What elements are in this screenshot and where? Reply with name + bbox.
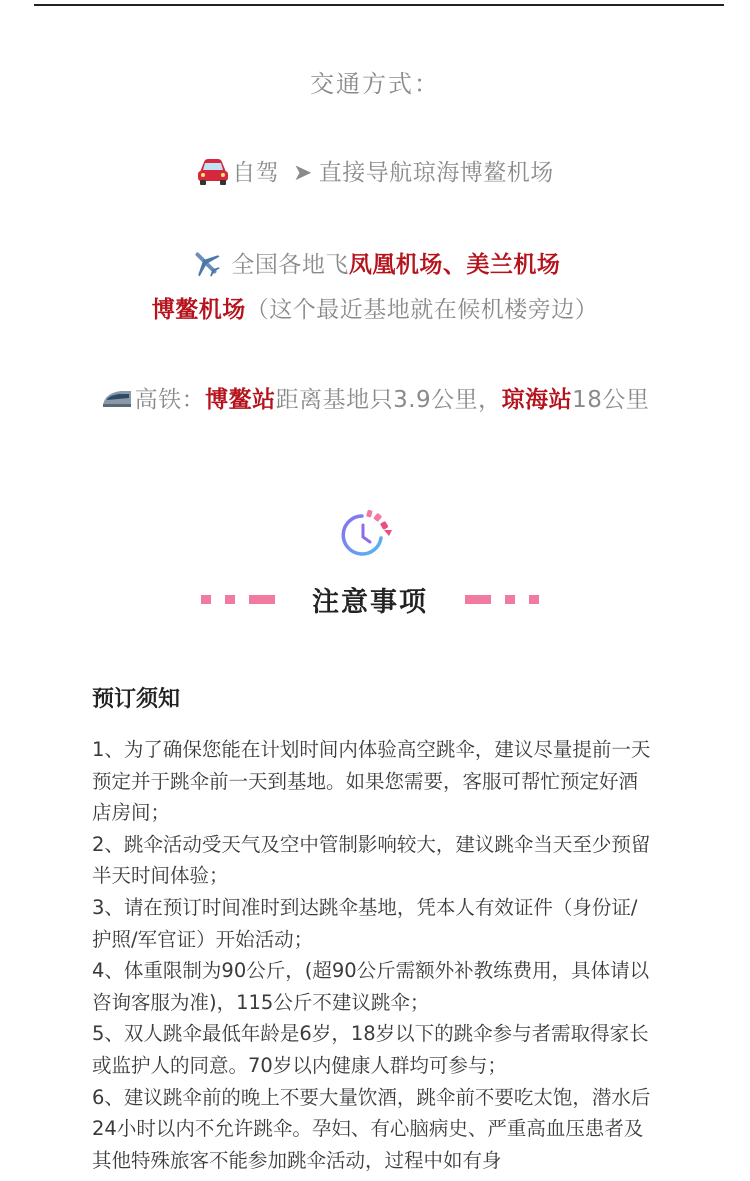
decor-dash [529,595,539,604]
train-line [0,381,750,415]
train-label: 高铁： [134,387,206,413]
fly-line-2 [0,291,750,324]
bullet-train-icon [101,387,133,415]
list-item: 2、跳伞活动受天气及空中管制影响较大，建议跳伞当天至少预留半天时间体验； [92,832,651,888]
decor-dash [505,595,515,604]
fly-line-1 [0,246,750,285]
boao-station: 博鳌站 [205,387,276,413]
transport-title: 交通方式： [310,70,440,98]
car-icon [196,156,230,192]
notice-title: 注意事项 [312,587,428,618]
airport-note: （这个最近基地就在候机楼旁边） [245,297,599,323]
top-divider [34,4,724,6]
airplane-icon [190,247,222,285]
list-item: 4、体重限制为90公斤，(超90公斤需额外补教练费用，具体请以咨询客服为准)，115公斤不建议跳伞； [92,959,650,1014]
decor-dash [465,595,491,604]
fly-text: 全国各地飞 [231,252,349,278]
clock-icon [340,508,398,560]
train-text-2: 18公里 [572,387,650,413]
list-item: 3、请在预订时间准时到达跳伞基地，凭本人有效证件（身份证/护照/军官证）开始活动； [92,895,638,951]
drive-label: 自驾 [232,160,280,186]
list-item: 6、建议跳伞前的晚上不要大量饮酒，跳伞前不要吃太饱，潜水后24小时以内不允许跳伞。孕妇、有心脑病史、严重高血压患者及其他特殊旅客不能参加跳伞活动，过程中如有身 [92,1085,651,1172]
drive-line [0,154,750,192]
arrow-icon: ➤ [293,160,313,186]
train-text-1: 距离基地只3.9公里， [275,387,502,413]
notice-heading-row [0,580,750,620]
booking-list [92,734,652,1176]
list-item: 1、为了确保您能在计划时间内体验高空跳伞，建议尽量提前一天预定并于跳伞前一天到基地。如果您需要，客服可帮忙预定好酒店房间； [92,738,651,825]
qionghai-station: 琼海站 [501,387,573,413]
list-item: 5、双人跳伞最低年龄是6岁，18岁以下的跳伞参与者需取得家长或监护人的同意。70岁以内健康人群均可参与； [92,1022,649,1077]
drive-text: 直接导航琼海博鳌机场 [318,160,554,186]
booking-title: 预订须知 [92,687,181,712]
boao-airport: 博鳌机场 [151,297,246,323]
airports-highlight: 凤凰机场、美兰机场 [348,252,561,278]
